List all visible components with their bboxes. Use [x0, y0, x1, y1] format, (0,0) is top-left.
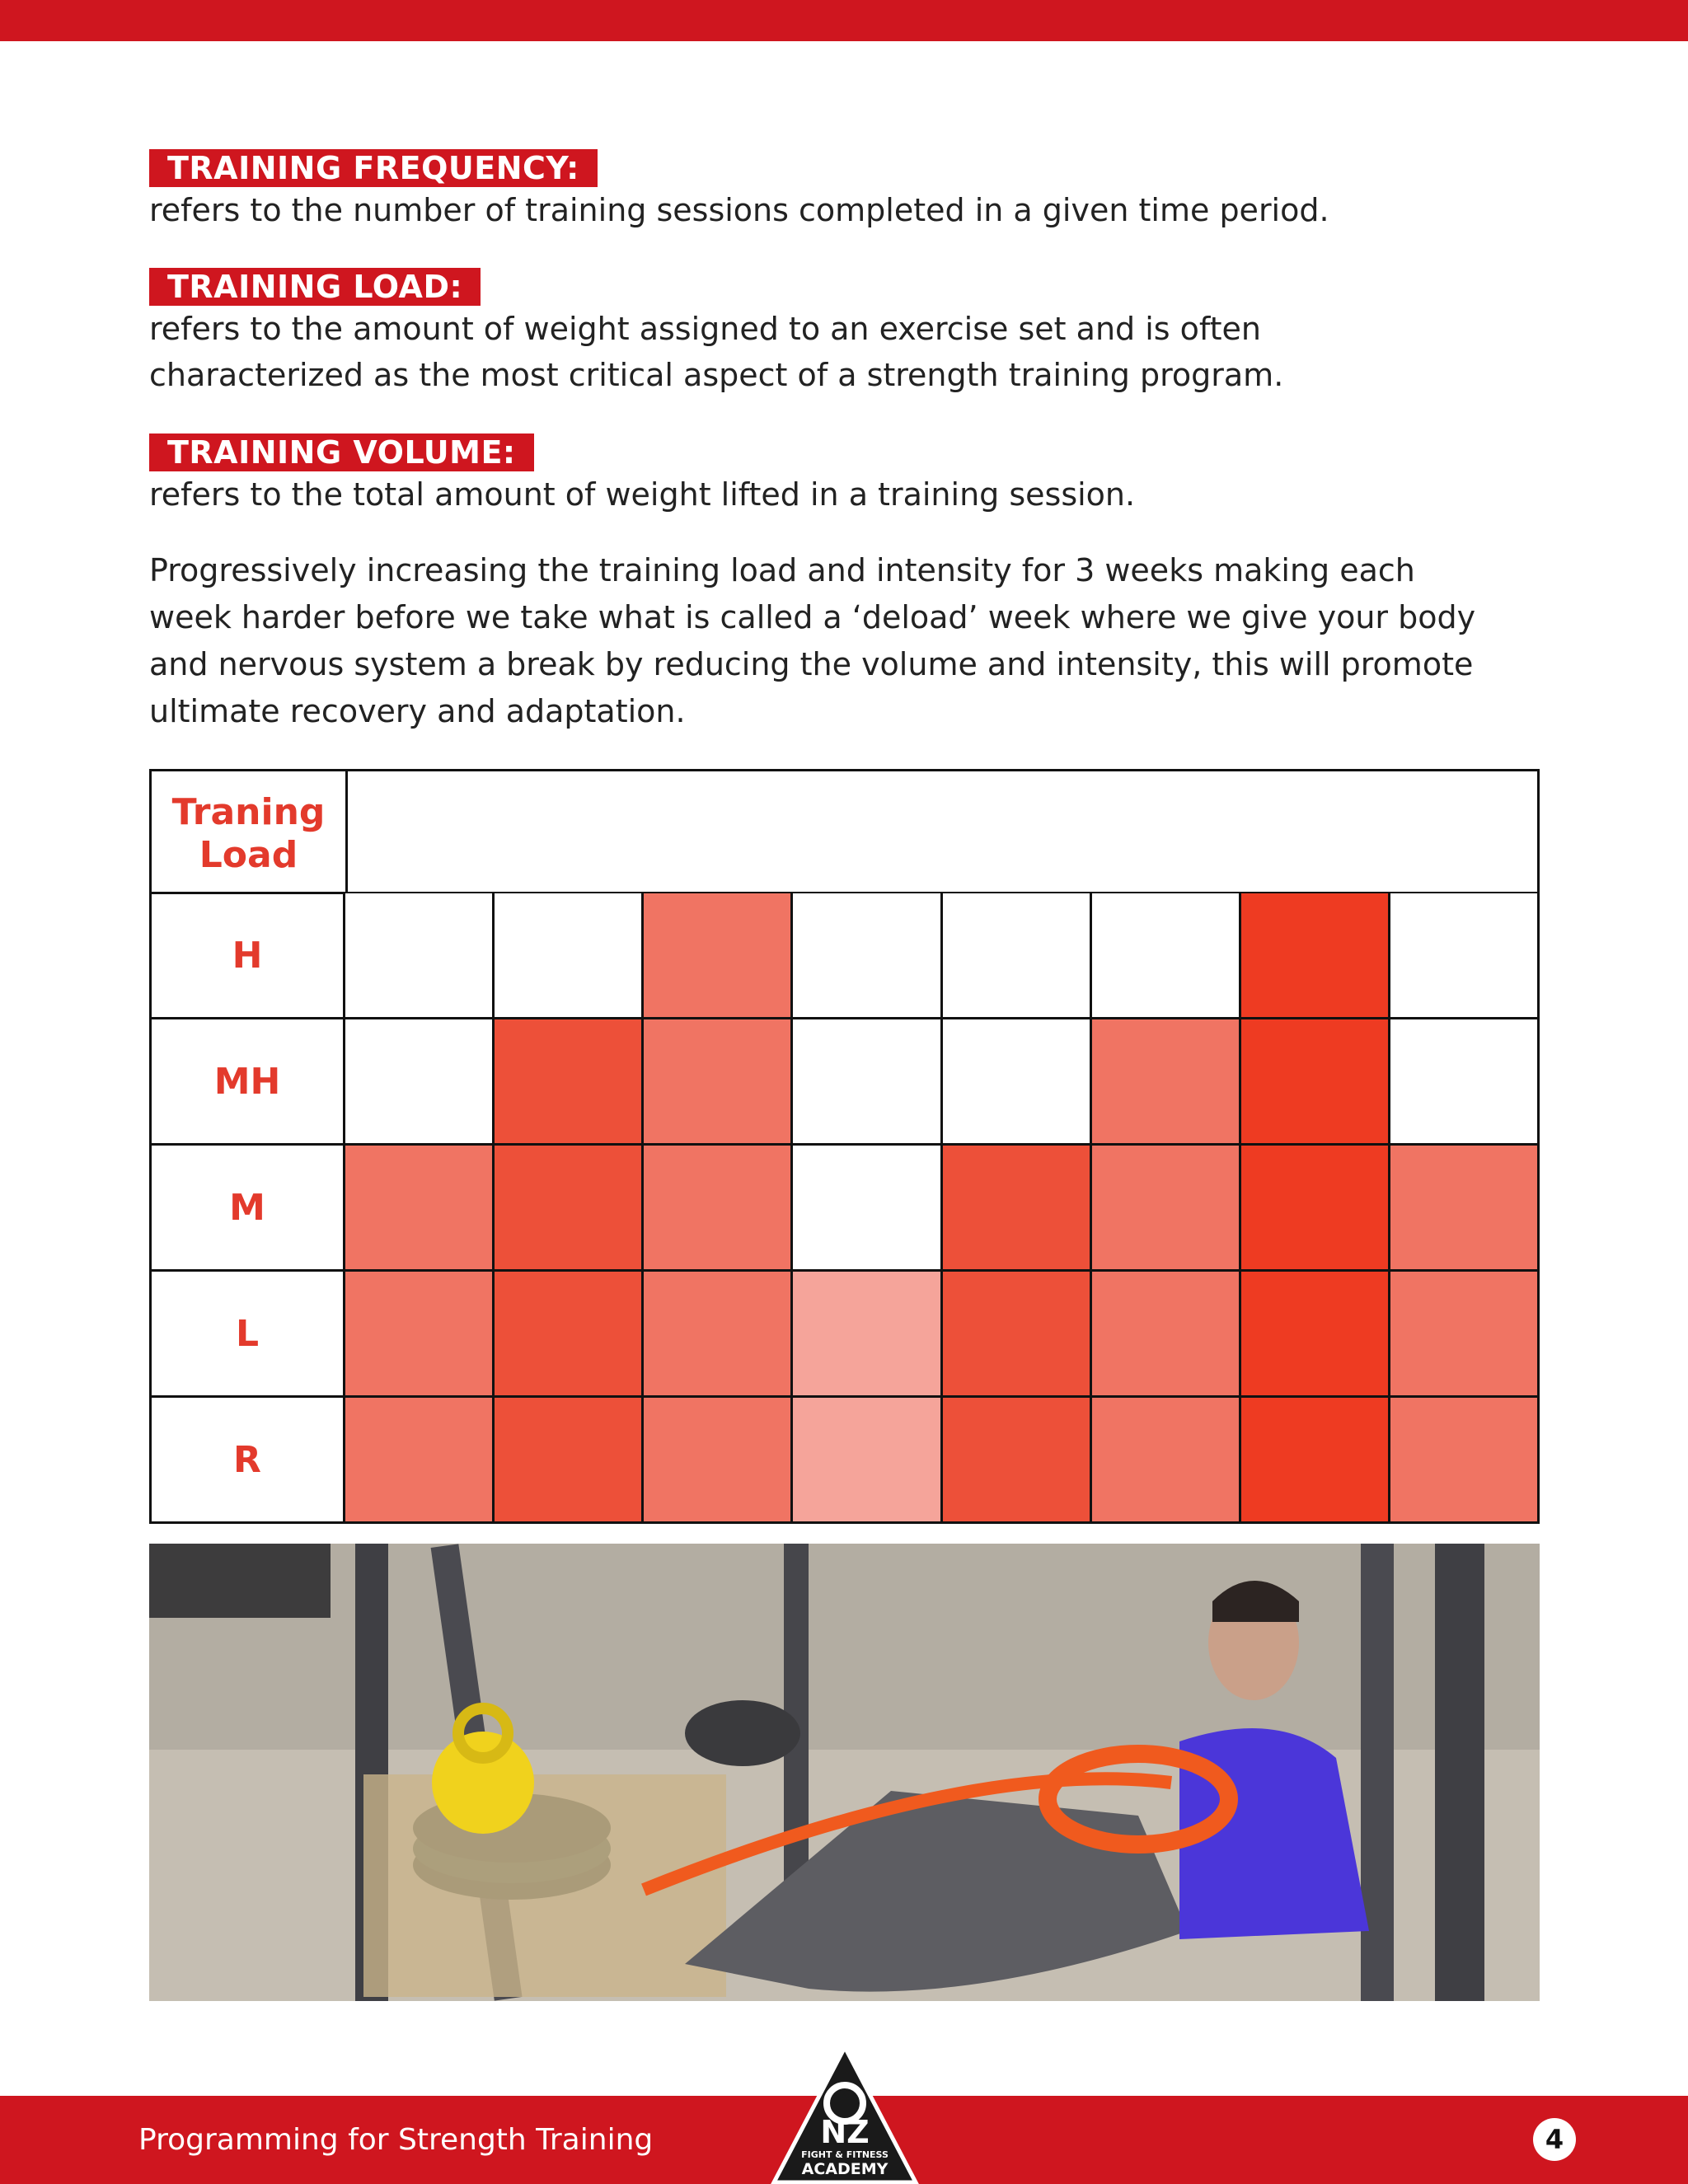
heatmap-cell [943, 1398, 1092, 1524]
chart-row [149, 1398, 1540, 1524]
heatmap-cell [495, 1019, 644, 1146]
heatmap-cell [1390, 1146, 1540, 1272]
definition-text: refers to the number of training sessions completed in a given time period. [149, 192, 1329, 228]
chart-row [149, 1146, 1540, 1272]
heatmap-cell [1241, 1146, 1390, 1272]
heatmap-cell [1390, 1398, 1540, 1524]
definition-tag: TRAINING VOLUME: [149, 434, 534, 471]
heatmap-cell [345, 1398, 495, 1524]
row-label: L [149, 1272, 345, 1398]
heatmap-cell [1092, 1019, 1241, 1146]
paragraph-line: ultimate recovery and adaptation. [149, 693, 686, 729]
paragraph-line: and nervous system a break by reducing the volume and intensity, this will promote [149, 646, 1474, 682]
heatmap-cell [793, 893, 942, 1019]
heatmap-cell [1390, 1272, 1540, 1398]
row-label: M [149, 1146, 345, 1272]
definition-tag: TRAINING FREQUENCY: [149, 149, 598, 187]
heatmap-cell [345, 1146, 495, 1272]
heatmap-cell [1241, 1398, 1390, 1524]
gym-photo-illustration [149, 1544, 1540, 2001]
heatmap-cell [1390, 1019, 1540, 1146]
footer-title: Programming for Strength Training [138, 2123, 654, 2157]
chart-row [149, 1272, 1540, 1398]
top-bar [0, 0, 1688, 41]
heatmap-cell [1092, 1398, 1241, 1524]
page-number: 4 [1533, 2118, 1576, 2161]
heatmap-cell [1241, 1272, 1390, 1398]
logo-mark: NZ [820, 2114, 870, 2150]
heatmap-cell [644, 1019, 793, 1146]
heatmap-cell [345, 1272, 495, 1398]
definition-text: refers to the amount of weight assigned to an exercise set and is often [149, 311, 1261, 347]
heatmap-cell [1241, 893, 1390, 1019]
heatmap-cell [793, 1272, 942, 1398]
heatmap-cell [1092, 893, 1241, 1019]
heatmap-cell [1092, 1146, 1241, 1272]
gym-photo [149, 1544, 1540, 2001]
heatmap-cell [644, 1272, 793, 1398]
definition-frequency [149, 149, 1329, 233]
definition-text: refers to the total amount of weight lifted in a training session. [149, 476, 1136, 513]
academy-logo [771, 2046, 919, 2184]
heatmap-cell [943, 893, 1092, 1019]
row-label: R [149, 1398, 345, 1524]
definition-volume [149, 434, 1135, 518]
chart-row [149, 1019, 1540, 1146]
heatmap-cell [793, 1146, 942, 1272]
heatmap-cell [1092, 1272, 1241, 1398]
heatmap-cell [793, 1398, 942, 1524]
heatmap-cell [943, 1019, 1092, 1146]
logo-line1: FIGHT & FITNESS [801, 2149, 889, 2160]
logo-line2: ACADEMY [801, 2160, 889, 2178]
deload-paragraph [149, 547, 1550, 735]
definition-load [149, 268, 1283, 398]
chart-title: Traning Load [152, 771, 348, 897]
heatmap-cell [644, 1398, 793, 1524]
heatmap-cell [644, 1146, 793, 1272]
heatmap-cell [1390, 893, 1540, 1019]
heatmap-cell [345, 893, 495, 1019]
heatmap-cell [495, 1146, 644, 1272]
heatmap-cell [495, 893, 644, 1019]
chart-row [149, 893, 1540, 1019]
heatmap-cell [1241, 1019, 1390, 1146]
row-label: H [149, 893, 345, 1019]
paragraph-line: week harder before we take what is called a ‘deload’ week where we give your body [149, 599, 1476, 635]
chart-header [149, 769, 1540, 894]
heatmap-cell [495, 1272, 644, 1398]
paragraph-line: Progressively increasing the training load and intensity for 3 weeks making each [149, 552, 1415, 588]
training-load-chart [149, 769, 1540, 1523]
heatmap-cell [793, 1019, 942, 1146]
definition-tag: TRAINING LOAD: [149, 268, 481, 306]
heatmap-cell [644, 893, 793, 1019]
heatmap-cell [943, 1146, 1092, 1272]
definition-text: characterized as the most critical aspect of a strength training program. [149, 357, 1284, 393]
heatmap-cell [495, 1398, 644, 1524]
heatmap-cell [943, 1272, 1092, 1398]
heatmap-cell [345, 1019, 495, 1146]
row-label: MH [149, 1019, 345, 1146]
